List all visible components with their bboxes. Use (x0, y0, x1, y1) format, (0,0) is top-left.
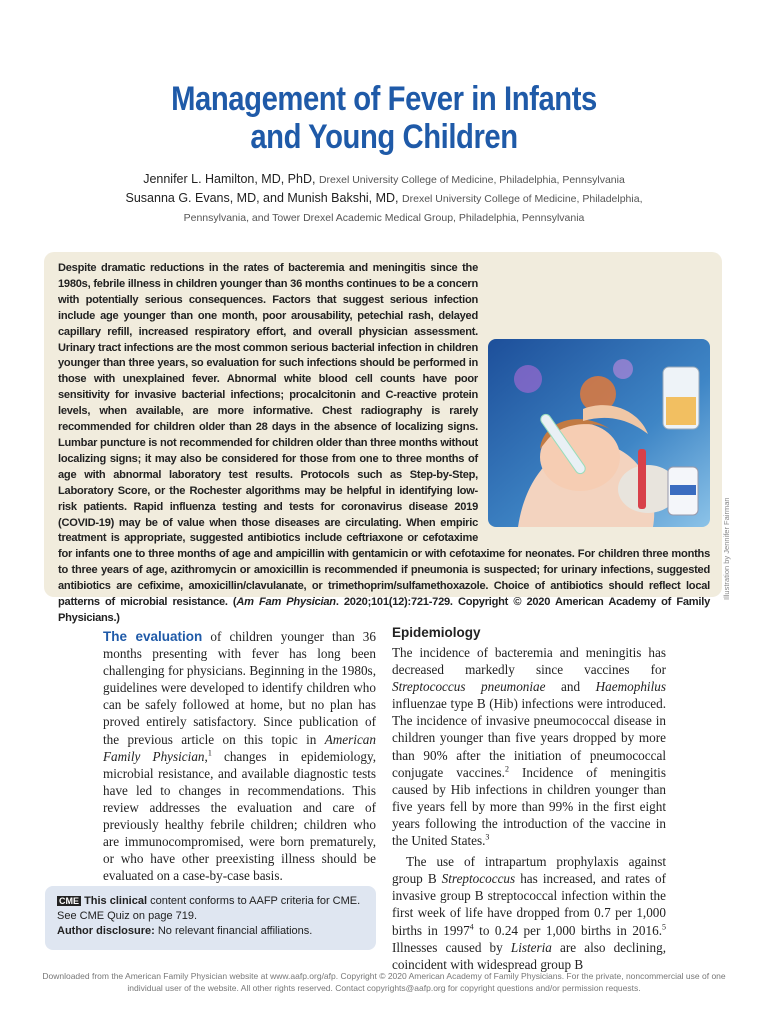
disclosure-label: Author disclosure: (57, 925, 155, 937)
body-column-1: The evaluation of children younger than 36 months presenting with fever has long been challenging for physicians. Beginning in the 1980s, guidelines were developed to identify children who can be safely followed at home, but no plan has proved entirely satisfactory. Since publication of the previous article on this topic in American Family Physician,$^1$ changes in epidemiology, microbial resistance, and available diagnostic tests have led to changes in recommendations. This review addresses the evaluation and care of previously healthy febrile children; children who are immunocompromised, were born prematurely, or who have other preexisting illness should be evaluated on a case-by-case basis. (103, 629, 376, 884)
illustration-image (488, 339, 710, 527)
author-names: Jennifer L. Hamilton, MD, PhD, (143, 172, 316, 186)
disclosure-text: No relevant financial affiliations. (154, 925, 313, 937)
author-affiliation: Drexel University College of Medicine, Philadelphia, Pennsylvania (318, 174, 625, 186)
reference-mark: 5 (662, 922, 666, 932)
body-text: changes in epidemiology, microbial resistance, and available diagnostic tests have led to changes in recommendations. This review addresses the evaluation and care of previously healthy febrile children; children who are immunocompromised, were born prematurely, or who have other preexisting illness should be evaluated on a case-by-case basis. (103, 748, 376, 884)
body-column-2 (392, 624, 666, 973)
paragraph: The incidence of bacteremia and meningitis has decreased markedly since vaccines for Streptococcus pneumoniae and Haemophilus influenzae type B (Hib) infections were introduced. The incidence of invasive pneumococcal disease in children younger than five years dropped by more than 90% after the initiation of pneumococcal conjugate vaccines.$^2$ Incidence of meningitis caused by Hib infections in children younger than five years fell by more than 99% in the first eight years following the introduction of the vaccine in the United States.$^3$ (392, 645, 666, 849)
title-line-2: and Young Children (250, 118, 518, 156)
cme-bold: This clinical (84, 895, 148, 907)
article-title (54, 80, 714, 156)
author-names: Susanna G. Evans, MD, and Munish Bakshi, MD, (125, 191, 399, 205)
reference-mark: 2 (504, 764, 509, 774)
abstract-box (44, 252, 722, 624)
abstract-journal: Am Fam Physician (236, 596, 336, 609)
abstract-text: Despite dramatic reductions in the rates of bacteremia and meningitis since the 1980s, febrile illness in children younger than 36 months continues to be a concern with potentially serious consequences. Factors that suggest serious infection include age younger than one month, poor arousability, petechial rash, delayed capillary refill, increased respiratory effort, and overall physician assessment. Urinary tract infections are the most common serious bacterial infection in children younger than three years, so evaluation for such infections should be performed in those with unexplained fever. Abnormal white blood cell counts have poor sensitivity for invasive bacterial infections; procalcitonin and C-reactive protein levels, when available, are more informative. Chest radiography is rarely recommended for children older than 28 days in the absence of localizing signs. Lumbar puncture is not recommended for children older than three months without localizing signs; it may also be considered for those from one to three months of age with abnormal laboratory test results. Protocols such as Step-by-Step, Laboratory Score, or the Rochester algorithms may be helpful in identifying low-risk patients. Rapid influenza testing and tests for coronavirus disease 2019 (COVID-19) may be of value when those diseases are circulating. When empiric treatment is appropriate, suggested antibiotics include ceftriaxone or cefotaxime for infants one to three months of age and ampicillin with gentamicin or with cefotaxime for neonates. For children three months to three years of age, azithromycin or amoxicillin is recommended if pneumonia is suspected; for urinary infections, suggested antibiotics are cefixime, amoxicillin/clavulanate, or trimethoprim/sulfamethoxazole. Choice of antibiotics should reflect local patterns of microbial resistance. ( (58, 262, 710, 609)
reference-mark: 3 (485, 832, 490, 842)
reference-mark: 4 (469, 922, 474, 932)
section-heading: Epidemiology (392, 625, 481, 640)
author-line-1 (70, 170, 698, 189)
cme-box (45, 886, 376, 950)
abstract-illustration (488, 339, 710, 527)
author-affiliation-cont: Pennsylvania, and Tower Drexel Academic Medical Group, Philadelphia, Pennsylvania (183, 212, 585, 224)
cme-text: content conforms to AAFP criteria for CME. See CME Quiz on page 719. (57, 895, 361, 922)
title-line-1: Management of Fever in Infants (171, 80, 597, 118)
cme-tag: CME (59, 896, 79, 906)
page-footer: Downloaded from the American Family Physician website at www.aafp.org/afp. Copyright © 2020 American Academy of Family Physicians. For the private, noncommercial use of one individual user of the website. All other rights reserved. Contact copyrights@aafp.org for copyright questions and/or permission requests. (42, 971, 726, 993)
journal-name: American Family Physician (103, 731, 376, 764)
reference-mark: 1 (207, 748, 212, 758)
author-list (70, 170, 698, 227)
paragraph: The use of intrapartum prophylaxis against group B Streptococcus has increased, and rates of invasive group B streptococcal infection within the first week of life have dropped from 0.7 per 1,000 births in 1997$^4$ to 0.24 per 1,000 births in 2016.$^5$ Illnesses caused by Listeria are also declining, coincident with widespread group B (392, 854, 666, 972)
author-line-2 (70, 189, 698, 227)
abstract-citation: . 2020;101(12):721-729. Copyright © 2020 American Academy of Family Physicians.) (58, 596, 710, 624)
body-text: of children younger than 36 months presenting with fever has long been challenging for physicians. Beginning in the 1980s, guidelines were developed to identify children who can be safely followed at home, but no plan has proved entirely satisfactory. Since publication of the previous article on this topic in (103, 629, 376, 747)
lead-in: The evaluation (103, 629, 203, 644)
author-affiliation: Drexel University College of Medicine, Philadelphia, (402, 193, 643, 205)
